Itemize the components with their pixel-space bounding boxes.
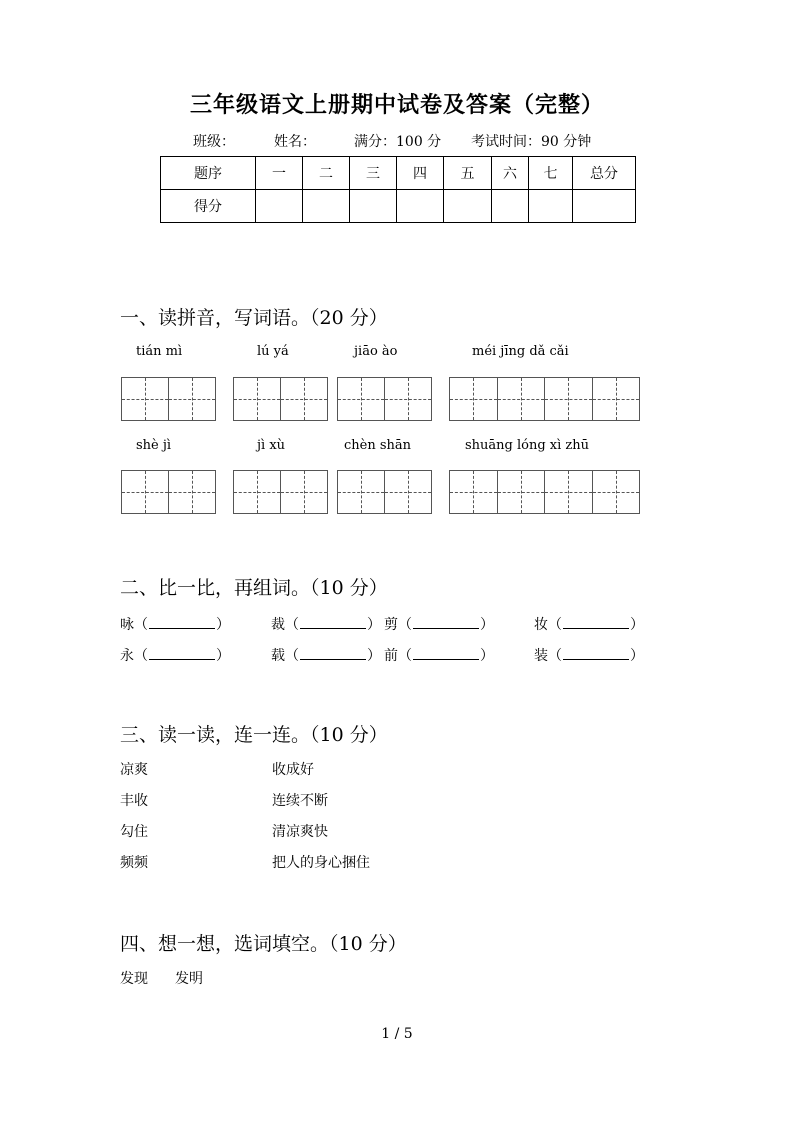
pinyin-label: tián mì	[136, 344, 183, 359]
answer-blank[interactable]	[149, 616, 215, 629]
compare-char: 永	[120, 648, 134, 664]
score-cell[interactable]	[256, 190, 303, 223]
page-number: 1 / 5	[381, 1026, 413, 1042]
match-left-item[interactable]: 凉爽	[120, 762, 148, 778]
compare-item: 载（ ）	[271, 648, 381, 664]
table-header-cell: 四	[397, 157, 444, 190]
match-right-item[interactable]: 把人的身心捆住	[272, 855, 370, 871]
pinyin-label: lú yá	[257, 344, 289, 359]
match-right-item[interactable]: 收成好	[272, 762, 314, 778]
writing-grid[interactable]	[337, 470, 432, 514]
compare-char: 咏	[120, 617, 134, 633]
pinyin-label: chèn shān	[344, 438, 412, 453]
answer-blank[interactable]	[413, 616, 479, 629]
answer-blank[interactable]	[413, 647, 479, 660]
score-cell[interactable]	[492, 190, 529, 223]
section1-heading: 一、读拼音，写词语。（20 分）	[120, 307, 388, 329]
word-choice: 发现	[120, 971, 148, 987]
compare-item: 咏（ ）	[120, 617, 230, 633]
compare-char: 前	[384, 648, 398, 664]
section2-heading: 二、比一比，再组词。（10 分）	[120, 577, 388, 599]
table-header-cell: 总分	[573, 157, 636, 190]
pinyin-label: shuāng lóng xì zhū	[465, 438, 590, 453]
compare-item: 装（ ）	[534, 648, 644, 664]
match-left-item[interactable]: 丰收	[120, 793, 148, 809]
score-cell[interactable]	[350, 190, 397, 223]
compare-char: 装	[534, 648, 548, 664]
compare-char: 妆	[534, 617, 548, 633]
section4-heading: 四、想一想，选词填空。（10 分）	[120, 933, 407, 955]
compare-item: 裁（ ）	[271, 617, 381, 633]
exam-time: 考试时间：90 分钟	[471, 134, 592, 150]
section3-heading: 三、读一读，连一连。（10 分）	[120, 724, 388, 746]
answer-blank[interactable]	[563, 647, 629, 660]
page-title: 三年级语文上册期中试卷及答案（完整）	[189, 92, 604, 118]
compare-char: 剪	[384, 617, 398, 633]
compare-item: 妆（ ）	[534, 617, 644, 633]
score-cell[interactable]	[397, 190, 444, 223]
table-header-cell: 六	[492, 157, 529, 190]
score-cell[interactable]	[573, 190, 636, 223]
match-right-item[interactable]: 清凉爽快	[272, 824, 328, 840]
answer-blank[interactable]	[563, 616, 629, 629]
word-choice: 发明	[175, 971, 203, 987]
score-cell[interactable]	[444, 190, 492, 223]
table-header-cell: 一	[256, 157, 303, 190]
compare-item: 剪（ ）	[384, 617, 494, 633]
table-header-cell: 题序	[161, 157, 256, 190]
pinyin-label: jì xù	[257, 438, 286, 453]
answer-blank[interactable]	[300, 616, 366, 629]
table-header-cell: 二	[303, 157, 350, 190]
writing-grid[interactable]	[233, 470, 328, 514]
writing-grid[interactable]	[449, 377, 640, 421]
writing-grid[interactable]	[449, 470, 640, 514]
full-score: 满分：100 分	[354, 134, 442, 150]
score-table-score-row	[161, 190, 636, 223]
compare-char: 载	[271, 648, 285, 664]
score-table	[160, 156, 636, 223]
writing-grid[interactable]	[337, 377, 432, 421]
class-label: 班级：	[193, 134, 235, 150]
compare-item: 前（ ）	[384, 648, 494, 664]
score-table-header-row	[161, 157, 636, 190]
score-cell[interactable]	[303, 190, 350, 223]
match-left-item[interactable]: 频频	[120, 855, 148, 871]
score-cell[interactable]	[529, 190, 573, 223]
pinyin-label: shè jì	[136, 438, 172, 453]
compare-item: 永（ ）	[120, 648, 230, 664]
pinyin-label: jiāo ào	[354, 344, 398, 359]
score-row-label: 得分	[161, 190, 256, 223]
writing-grid[interactable]	[121, 377, 216, 421]
match-right-item[interactable]: 连续不断	[272, 793, 328, 809]
table-header-cell: 五	[444, 157, 492, 190]
name-label: 姓名：	[274, 134, 316, 150]
answer-blank[interactable]	[149, 647, 215, 660]
answer-blank[interactable]	[300, 647, 366, 660]
match-left-item[interactable]: 勾住	[120, 824, 148, 840]
pinyin-label: méi jīng dǎ cǎi	[472, 344, 569, 359]
writing-grid[interactable]	[233, 377, 328, 421]
table-header-cell: 三	[350, 157, 397, 190]
writing-grid[interactable]	[121, 470, 216, 514]
table-header-cell: 七	[529, 157, 573, 190]
compare-char: 裁	[271, 617, 285, 633]
